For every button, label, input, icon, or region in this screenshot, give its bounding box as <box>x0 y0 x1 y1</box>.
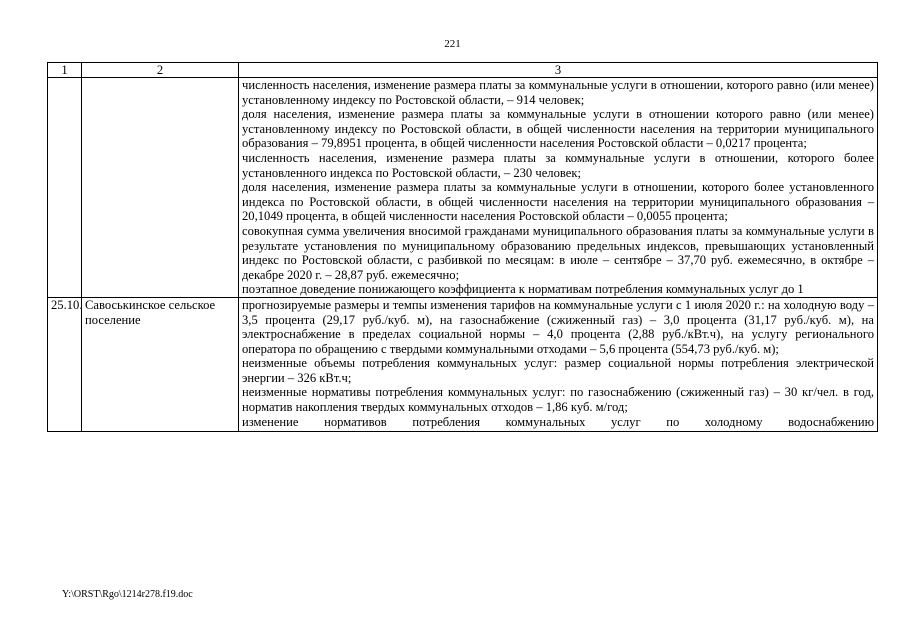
file-path-footer: Y:\ORST\Rgo\1214r278.f19.doc <box>62 589 193 600</box>
paragraph: численность населения, изменение размера платы за коммунальные услуги в отношении, которого равно (или менее) установленному индексу по Ростовской области, – 914 человек; <box>242 78 874 107</box>
paragraph: доля населения, изменение размера платы за коммунальные услуги в отношении, которого более установленного индекса по Ростовской области, в общей численности населения на территории муниципального образования – 20,1049 процента, в общей численности населения Ростовской области – 0,0055 процента; <box>242 180 874 224</box>
row-description <box>239 297 878 431</box>
paragraph: численность населения, изменение размера платы за коммунальные услуги в отношении, которого более установленного индекса по Ростовской области, – 230 человек; <box>242 150 874 180</box>
table-header-row <box>48 63 878 78</box>
row-number <box>48 78 82 298</box>
row-settlement-name <box>82 78 239 298</box>
row-number: 25.10. <box>48 297 82 431</box>
row-description <box>239 78 878 298</box>
header-col-2: 2 <box>82 63 239 78</box>
paragraph: прогнозируемые размеры и темпы изменения тарифов на коммунальные услуги с 1 июля 2020 г.: на холодную воду – 3,5 процента (29,17 руб./куб. м), на газоснабжение (сжиженный газ) – 3,0 процента (31,17 руб./куб. м), на электроснабжение в пределах социальной нормы – 4,0 процента (2,88 руб./кВт.ч), на услугу регионального оператора по обращению с твердыми коммунальными отходами – 5,6 процента (554,73 руб./куб. м); <box>242 297 874 356</box>
row-settlement-name: Савоськинское сельское поселение <box>82 297 239 431</box>
table-row <box>48 297 878 431</box>
document-table <box>47 62 878 432</box>
paragraph: поэтапное доведение понижающего коэффициента к нормативам потребления коммунальных услуг до 1 <box>242 282 804 297</box>
header-col-1: 1 <box>48 63 82 78</box>
header-col-3: 3 <box>239 63 878 78</box>
paragraph-truncated: изменение нормативов потребления коммунальных услуг по холодному водоснабжению <box>242 414 874 429</box>
paragraph: неизменные нормативы потребления коммунальных услуг: по газоснабжению (сжиженный газ) – 30 кг/чел. в год, норматив накопления твердых коммунальных отходов – 1,86 куб. м/год; <box>242 385 874 415</box>
paragraph: совокупная сумма увеличения вносимой гражданами муниципального образования платы за коммунальные услуги в результате установления по муниципальному образованию предельных индексов, превышающих установленный индекс по Ростовской области, с разбивкой по месяцам: в июле – сентябре – 37,70 руб. ежемесячно, в октябре – декабре 2020 г. – 28,87 руб. ежемесячно; <box>242 223 874 282</box>
table-row <box>48 78 878 298</box>
page-number: 221 <box>444 38 461 50</box>
paragraph: доля населения, изменение размера платы за коммунальные услуги в отношении которого равно (или менее) установленному индексу по Ростовской области, в общей численности населения на территории муниципального образования – 79,8951 процента, в общей численности населения Ростовской области – 0,0217 процента; <box>242 107 874 151</box>
paragraph: неизменные объемы потребления коммунальных услуг: размер социальной нормы потребления электрической энергии – 326 кВт.ч; <box>242 356 874 385</box>
